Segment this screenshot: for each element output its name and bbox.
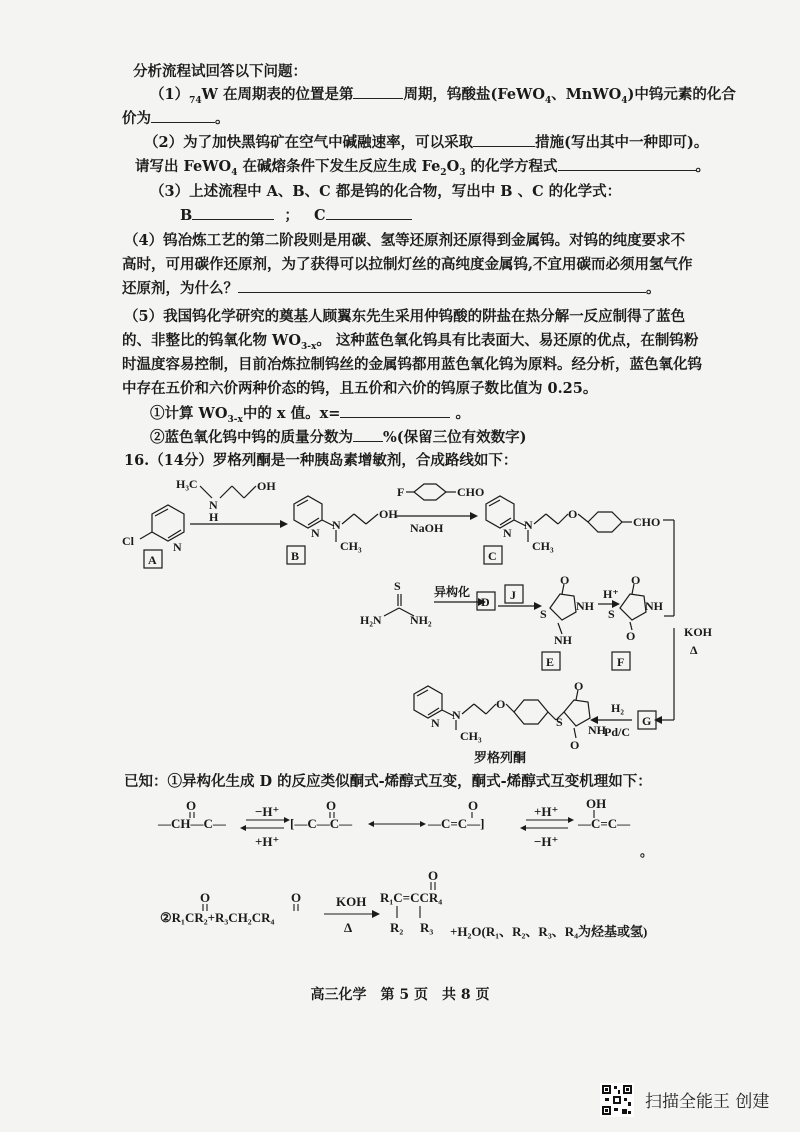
svg-text:−H⁺: −H⁺ bbox=[534, 834, 559, 849]
heat-symbol: Δ bbox=[690, 643, 698, 657]
hydrogen-reagent: H₂ bbox=[611, 701, 624, 715]
question-4-line-3: 还原剂，为什么？ 。 bbox=[122, 277, 661, 298]
fluorine-atom: F bbox=[397, 485, 405, 499]
svg-text:—CH—C—: —CH—C— bbox=[158, 816, 226, 831]
svg-text:—C=C—]: —C=C—] bbox=[428, 816, 485, 831]
ring-s: S bbox=[608, 607, 615, 621]
thiourea-h2n: H₂N bbox=[360, 613, 382, 627]
molecule-a bbox=[140, 505, 184, 541]
catalyst: Pd/C bbox=[604, 725, 631, 739]
ring-s: S bbox=[556, 715, 563, 729]
reagent-oh: OH bbox=[257, 479, 276, 493]
label-e: E bbox=[546, 655, 555, 669]
amine-nitrogen: N bbox=[524, 518, 533, 532]
svg-text:②R₁CR₂+R₃CH₂CR₄: ②R₁CR₂+R₃CH₂CR₄ bbox=[160, 910, 275, 925]
nitrogen-atom: N bbox=[431, 716, 440, 730]
carbonyl-o-2: O bbox=[570, 738, 580, 752]
question-2-line-1: （2）为了加快黑钨矿在空气中碱融速率，可以采取 措施(写出其中一种即可)。 bbox=[144, 131, 708, 152]
aldol-condition: +H₂O(R₁、R₂、R₃、R₄为烃基或氢) bbox=[450, 924, 648, 939]
koh-reagent: KOH bbox=[684, 625, 713, 639]
svg-text:+H⁺: +H⁺ bbox=[534, 804, 559, 819]
answer-blank[interactable] bbox=[558, 155, 696, 171]
qr-code-icon bbox=[600, 1083, 634, 1117]
carbonyl-o: O bbox=[631, 573, 641, 587]
label-b: B bbox=[291, 549, 300, 563]
label-f: F bbox=[617, 655, 625, 669]
methyl-group: CH₃ bbox=[340, 539, 362, 553]
answer-blank[interactable] bbox=[340, 402, 450, 418]
imine-nh: NH bbox=[554, 633, 572, 647]
question-5-line-2: 的、非整比的钨氧化物 $WO_{3-x}$。 这种蓝色氧化钨具有比表面大、易还原的优点，在制钨粉 bbox=[122, 332, 699, 352]
ether-o: O bbox=[496, 697, 506, 711]
thiourea-s: S bbox=[394, 579, 401, 593]
reagent-h: H bbox=[209, 510, 219, 524]
ring-nh: NH bbox=[645, 599, 663, 613]
svg-text:O: O bbox=[200, 890, 211, 905]
chlorine-atom: Cl bbox=[122, 534, 134, 548]
svg-text:O: O bbox=[326, 798, 337, 813]
answer-blank-b[interactable] bbox=[192, 204, 274, 220]
answer-blank-c[interactable] bbox=[326, 204, 412, 220]
answer-blank[interactable] bbox=[473, 131, 535, 147]
question-16-title: 16.（14分）罗格列酮是一种胰岛素增敏剂，合成路线如下： bbox=[124, 452, 518, 469]
aldol-reaction bbox=[0, 862, 800, 942]
carbonyl-o-2: O bbox=[626, 629, 636, 643]
question-3-line-1: （3）上述流程中 A、B、C 都是钨的化合物，写出中 B 、C 的化学式： bbox=[150, 183, 622, 200]
intro-text: 分析流程试回答以下问题： bbox=[133, 63, 307, 80]
question-4-line-2: 高时，可用碳作还原剂，为了获得可以拉制灯丝的高纯度金属钨,不宜用碳而必须用氢气作 bbox=[122, 256, 693, 273]
aldehyde-group: CHO bbox=[457, 485, 485, 499]
label-a: A bbox=[148, 553, 157, 567]
page-footer: 高三化学 第 5 页 共 8 页 bbox=[310, 987, 490, 1003]
question-3-line-2: B ； C bbox=[180, 204, 412, 225]
reagent-chain bbox=[200, 486, 256, 498]
question-5-sub-1: ①计算 $WO_{3-x}$中的 x 值。x= 。 bbox=[150, 402, 470, 425]
svg-text:R₃: R₃ bbox=[420, 920, 434, 935]
connector-c-to-f bbox=[663, 520, 674, 616]
ring-nh: NH bbox=[588, 723, 606, 737]
svg-text:Δ: Δ bbox=[344, 920, 353, 935]
methyl-group: CH₃ bbox=[532, 539, 554, 553]
hydroxyl-group: OH bbox=[379, 507, 398, 521]
molecule-e bbox=[550, 584, 576, 634]
nitrogen-atom: N bbox=[503, 526, 512, 540]
svg-text:OH: OH bbox=[586, 796, 607, 811]
question-4-line-1: （4）钨冶炼工艺的第二阶段则是用碳、氢等还原剂还原得到金属钨。对钨的纯度要求不 bbox=[124, 232, 686, 249]
thiourea-nh2: NH₂ bbox=[410, 613, 432, 627]
keto-enol-mechanism bbox=[0, 790, 800, 860]
svg-text:O: O bbox=[428, 868, 439, 883]
carbonyl-o: O bbox=[560, 573, 570, 587]
label-c: C bbox=[488, 549, 497, 563]
carbonyl-o: O bbox=[574, 679, 584, 693]
label-j: J bbox=[510, 588, 516, 602]
amine-nitrogen: N bbox=[332, 518, 341, 532]
svg-text:−H⁺: −H⁺ bbox=[255, 804, 280, 819]
svg-text:—C=C—: —C=C— bbox=[578, 816, 631, 831]
product-name: 罗格列酮 bbox=[474, 750, 527, 765]
question-5-line-1: （5）我国钨化学研究的奠基人顾翼东先生采用仲钨酸的阱盐在热分解一反应制得了蓝色 bbox=[124, 308, 686, 325]
amine-nitrogen: N bbox=[452, 708, 461, 722]
question-1-line-2: 价为 。 bbox=[122, 107, 230, 128]
answer-blank[interactable] bbox=[353, 426, 383, 442]
svg-text:R₂: R₂ bbox=[390, 920, 404, 935]
isomerization-label: 异构化 bbox=[434, 585, 471, 599]
question-5-line-3: 时温度容易控制，目前冶炼拉制钨丝的金属钨都用蓝色氧化钨为原料。经分析，蓝色氧化钨 bbox=[122, 356, 702, 373]
scanner-watermark bbox=[600, 1083, 800, 1119]
svg-text:KOH: KOH bbox=[336, 894, 367, 909]
svg-text:O: O bbox=[186, 798, 197, 813]
answer-blank[interactable] bbox=[238, 277, 646, 293]
label-d: D bbox=[481, 595, 490, 609]
label-g: G bbox=[642, 714, 652, 728]
watermark-text: 扫描全能王 创建 bbox=[645, 1092, 770, 1112]
question-5-line-4: 中存在五价和六价两种价态的钨，且五价和六价的钨原子数比值为 0.25。 bbox=[122, 380, 598, 397]
svg-text:。: 。 bbox=[640, 844, 654, 859]
fluorobenzaldehyde bbox=[406, 484, 456, 500]
acid-reagent: H⁺ bbox=[603, 587, 619, 601]
svg-text:O: O bbox=[291, 890, 302, 905]
answer-blank[interactable] bbox=[353, 83, 403, 99]
oxygen-atom: O bbox=[568, 507, 578, 521]
methyl-group: CH₃ bbox=[460, 729, 482, 743]
answer-blank[interactable] bbox=[151, 107, 215, 123]
question-2-line-2: 请写出 FeWO$_4$ 在碱熔条件下发生反应生成 $Fe_2O_3$ 的化学方程式 。 bbox=[135, 155, 710, 178]
product-structure bbox=[414, 686, 590, 738]
nitrogen-atom: N bbox=[173, 540, 182, 554]
reagent-methyl: H₃C bbox=[176, 477, 198, 491]
svg-text:+H⁺: +H⁺ bbox=[255, 834, 280, 849]
svg-text:O: O bbox=[468, 798, 479, 813]
molecule-f bbox=[620, 584, 646, 630]
naoh-reagent: NaOH bbox=[410, 521, 444, 535]
synthesis-scheme bbox=[0, 468, 800, 788]
nitrogen-atom: N bbox=[311, 526, 320, 540]
aldehyde-group: CHO bbox=[633, 515, 661, 529]
reagent-nh: N bbox=[209, 498, 218, 512]
svg-text:[—C—C—: [—C—C— bbox=[290, 816, 353, 831]
question-5-sub-2: ②蓝色氧化钨中钨的质量分数为 %(保留三位有效数字) bbox=[150, 426, 527, 447]
question-1-line-1: $(1)_{74}W$ 在周期表的位置是第 周期，钨酸盐(FeWO$_4$、MnWO$_4$)中钨元素的化合 bbox=[150, 83, 736, 106]
svg-text:R₁C=CCR₄: R₁C=CCR₄ bbox=[380, 890, 443, 905]
ring-nh: NH bbox=[576, 599, 594, 613]
known-title: 已知：①异构化生成 D 的反应类似酮式-烯醇式互变，酮式-烯醇式互变机理如下： bbox=[124, 773, 652, 790]
connector-to-g bbox=[662, 628, 674, 720]
ring-s: S bbox=[540, 607, 547, 621]
